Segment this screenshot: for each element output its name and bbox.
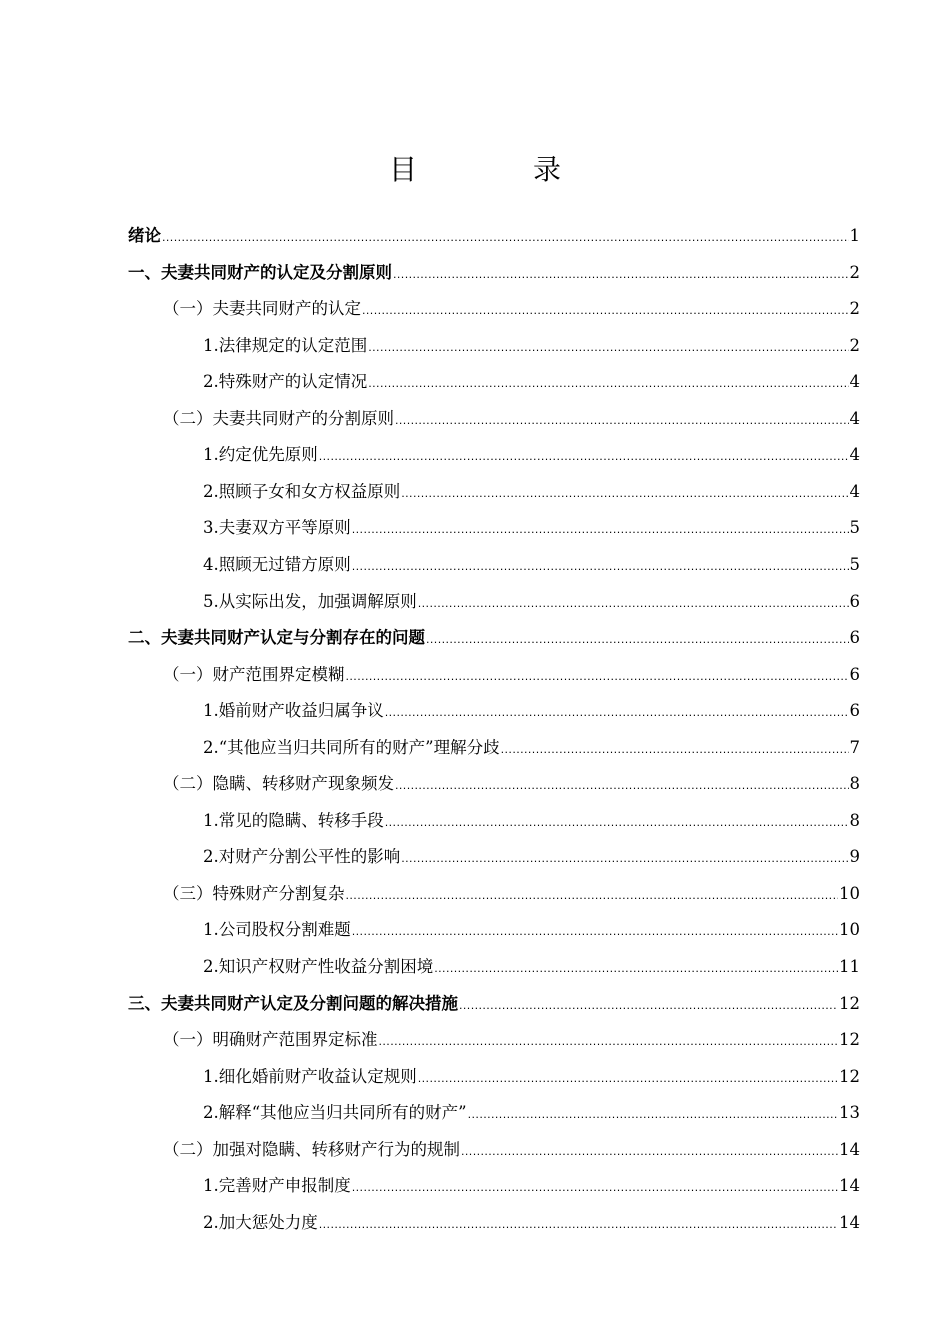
toc-entry-page-number: 8 — [849, 774, 860, 794]
toc-entry[interactable] — [203, 1168, 860, 1204]
toc-entry-page-number: 1 — [849, 226, 860, 245]
toc-entry-label: 4.照顾无过错方原则 — [203, 554, 351, 574]
dot-leader — [395, 403, 849, 439]
toc-entry-label: 二、夫妻共同财产认定与分割存在的问题 — [128, 628, 425, 648]
toc-entry-page-number: 2 — [849, 262, 860, 282]
toc-title: 目 录 — [388, 153, 605, 186]
dot-leader — [379, 1024, 839, 1060]
toc-entry-page-number: 12 — [839, 1030, 860, 1050]
toc-entry[interactable] — [163, 1022, 860, 1058]
dot-leader — [346, 878, 839, 914]
dot-leader — [319, 439, 849, 475]
toc-entry-page-number: 2 — [849, 335, 860, 355]
toc-entry-page-number: 10 — [839, 920, 860, 940]
toc-entry-label: 2.照顾子女和女方权益原则 — [203, 481, 401, 501]
dot-leader — [434, 951, 838, 987]
toc-entry-page-number: 4 — [849, 445, 860, 465]
toc-entry-page-number: 4 — [849, 481, 860, 501]
toc-entry[interactable] — [203, 1205, 860, 1241]
toc-entry-label: 2.“其他应当归共同所有的财产”理解分歧 — [203, 737, 500, 757]
dot-leader — [352, 1170, 838, 1206]
toc-entry[interactable] — [203, 730, 860, 766]
toc-entry-page-number: 6 — [849, 628, 860, 648]
toc-entry-label: 一、夫妻共同财产的认定及分割原则 — [128, 262, 392, 282]
toc-entry-page-number: 12 — [839, 993, 860, 1013]
toc-entry-page-number: 5 — [849, 554, 860, 574]
dot-leader — [401, 841, 848, 877]
toc-entry[interactable] — [128, 620, 860, 656]
toc-entry-page-number: 6 — [849, 591, 860, 611]
toc-entry-label: 3.夫妻双方平等原则 — [203, 518, 351, 538]
toc-entry[interactable] — [163, 876, 860, 912]
toc-entry[interactable] — [203, 1095, 860, 1131]
dot-leader — [368, 330, 848, 366]
toc-entry-page-number: 4 — [849, 408, 860, 428]
toc-entry-label: 2.知识产权财产性收益分割困境 — [203, 957, 434, 976]
toc-entry-page-number: 4 — [849, 372, 860, 392]
toc-entry[interactable] — [163, 291, 860, 327]
toc-entry-label: 三、夫妻共同财产认定及分割问题的解决措施 — [128, 993, 458, 1013]
toc-entry-page-number: 11 — [839, 957, 860, 976]
toc-entry[interactable] — [128, 255, 860, 291]
toc-entry-label: 绪论 — [128, 226, 161, 245]
dot-leader — [418, 586, 849, 622]
toc-entry-page-number: 12 — [839, 1066, 860, 1086]
dot-leader — [352, 914, 838, 950]
toc-entry-page-number: 5 — [849, 518, 860, 538]
toc-entry[interactable] — [203, 474, 860, 510]
dot-leader — [418, 1061, 838, 1097]
toc-entry-page-number: 2 — [849, 299, 860, 319]
toc-entry-label: （二）夫妻共同财产的分割原则 — [163, 408, 394, 428]
dot-leader — [362, 293, 849, 329]
toc-entry[interactable] — [203, 328, 860, 364]
toc-entry-label: 1.法律规定的认定范围 — [203, 335, 368, 355]
toc-entry-page-number: 6 — [849, 664, 860, 684]
toc-entry-label: 2.加大惩处力度 — [203, 1212, 318, 1232]
dot-leader — [385, 695, 849, 731]
toc-entry-label: 1.常见的隐瞒、转移手段 — [203, 810, 384, 830]
toc-entry[interactable] — [128, 986, 860, 1022]
toc-entry-label: 1.婚前财产收益归属争议 — [203, 701, 384, 721]
toc-entry[interactable] — [203, 584, 860, 620]
toc-entry[interactable] — [203, 1059, 860, 1095]
toc-entry-label: 2.解释“其他应当归共同所有的财产” — [203, 1103, 467, 1123]
dot-leader — [346, 659, 849, 695]
toc-entry-label: （三）特殊财产分割复杂 — [163, 883, 345, 903]
dot-leader — [401, 476, 848, 512]
toc-entry[interactable] — [203, 693, 860, 729]
toc-entry[interactable] — [163, 401, 860, 437]
toc-entry-label: 1.细化婚前财产收益认定规则 — [203, 1066, 417, 1086]
toc-entry[interactable] — [163, 1132, 860, 1168]
toc-entry-label: 1.完善财产申报制度 — [203, 1176, 351, 1196]
toc-entry-page-number: 14 — [839, 1176, 860, 1196]
toc-entry[interactable] — [163, 766, 860, 802]
toc-entry-label: （一）财产范围界定模糊 — [163, 664, 345, 684]
toc-entry[interactable] — [128, 218, 860, 254]
dot-leader — [352, 512, 849, 548]
toc-entry[interactable] — [163, 657, 860, 693]
toc-entry-page-number: 14 — [839, 1139, 860, 1159]
toc-entry-label: 1.公司股权分割难题 — [203, 920, 351, 940]
toc-entry-label: （二）隐瞒、转移财产现象频发 — [163, 774, 394, 794]
toc-entry-page-number: 9 — [849, 847, 860, 867]
toc-entry-label: 2.对财产分割公平性的影响 — [203, 847, 401, 867]
toc-entry-page-number: 14 — [839, 1212, 860, 1232]
toc-entry-label: （一）夫妻共同财产的认定 — [163, 299, 361, 319]
dot-leader — [385, 805, 849, 841]
dot-leader — [395, 768, 849, 804]
toc-entry[interactable] — [203, 437, 860, 473]
dot-leader — [162, 220, 849, 256]
dot-leader — [368, 366, 848, 402]
toc-entry[interactable] — [203, 839, 860, 875]
dot-leader — [501, 732, 849, 768]
dot-leader — [468, 1097, 838, 1133]
toc-entry[interactable] — [203, 912, 860, 948]
toc-entry[interactable] — [203, 949, 860, 985]
dot-leader — [459, 988, 838, 1024]
toc-entry-page-number: 13 — [839, 1103, 860, 1123]
dot-leader — [461, 1134, 838, 1170]
toc-entry[interactable] — [203, 547, 860, 583]
toc-entry-page-number: 8 — [849, 810, 860, 830]
toc-entry-page-number: 6 — [849, 701, 860, 721]
toc-entry-label: （二）加强对隐瞒、转移财产行为的规制 — [163, 1139, 460, 1159]
dot-leader — [319, 1207, 838, 1243]
toc-entry[interactable] — [203, 803, 860, 839]
toc-entry[interactable] — [203, 510, 860, 546]
toc-entry-page-number: 7 — [849, 737, 860, 757]
toc-entry-label: 5.从实际出发，加强调解原则 — [203, 591, 417, 611]
toc-entry-label: 2.特殊财产的认定情况 — [203, 372, 368, 392]
toc-entry-label: （一）明确财产范围界定标准 — [163, 1030, 378, 1050]
toc-entry-label: 1.约定优先原则 — [203, 445, 318, 465]
dot-leader — [393, 257, 849, 293]
dot-leader — [352, 549, 849, 585]
dot-leader — [426, 622, 849, 658]
toc-entry-page-number: 10 — [839, 883, 860, 903]
toc-entry[interactable] — [203, 364, 860, 400]
